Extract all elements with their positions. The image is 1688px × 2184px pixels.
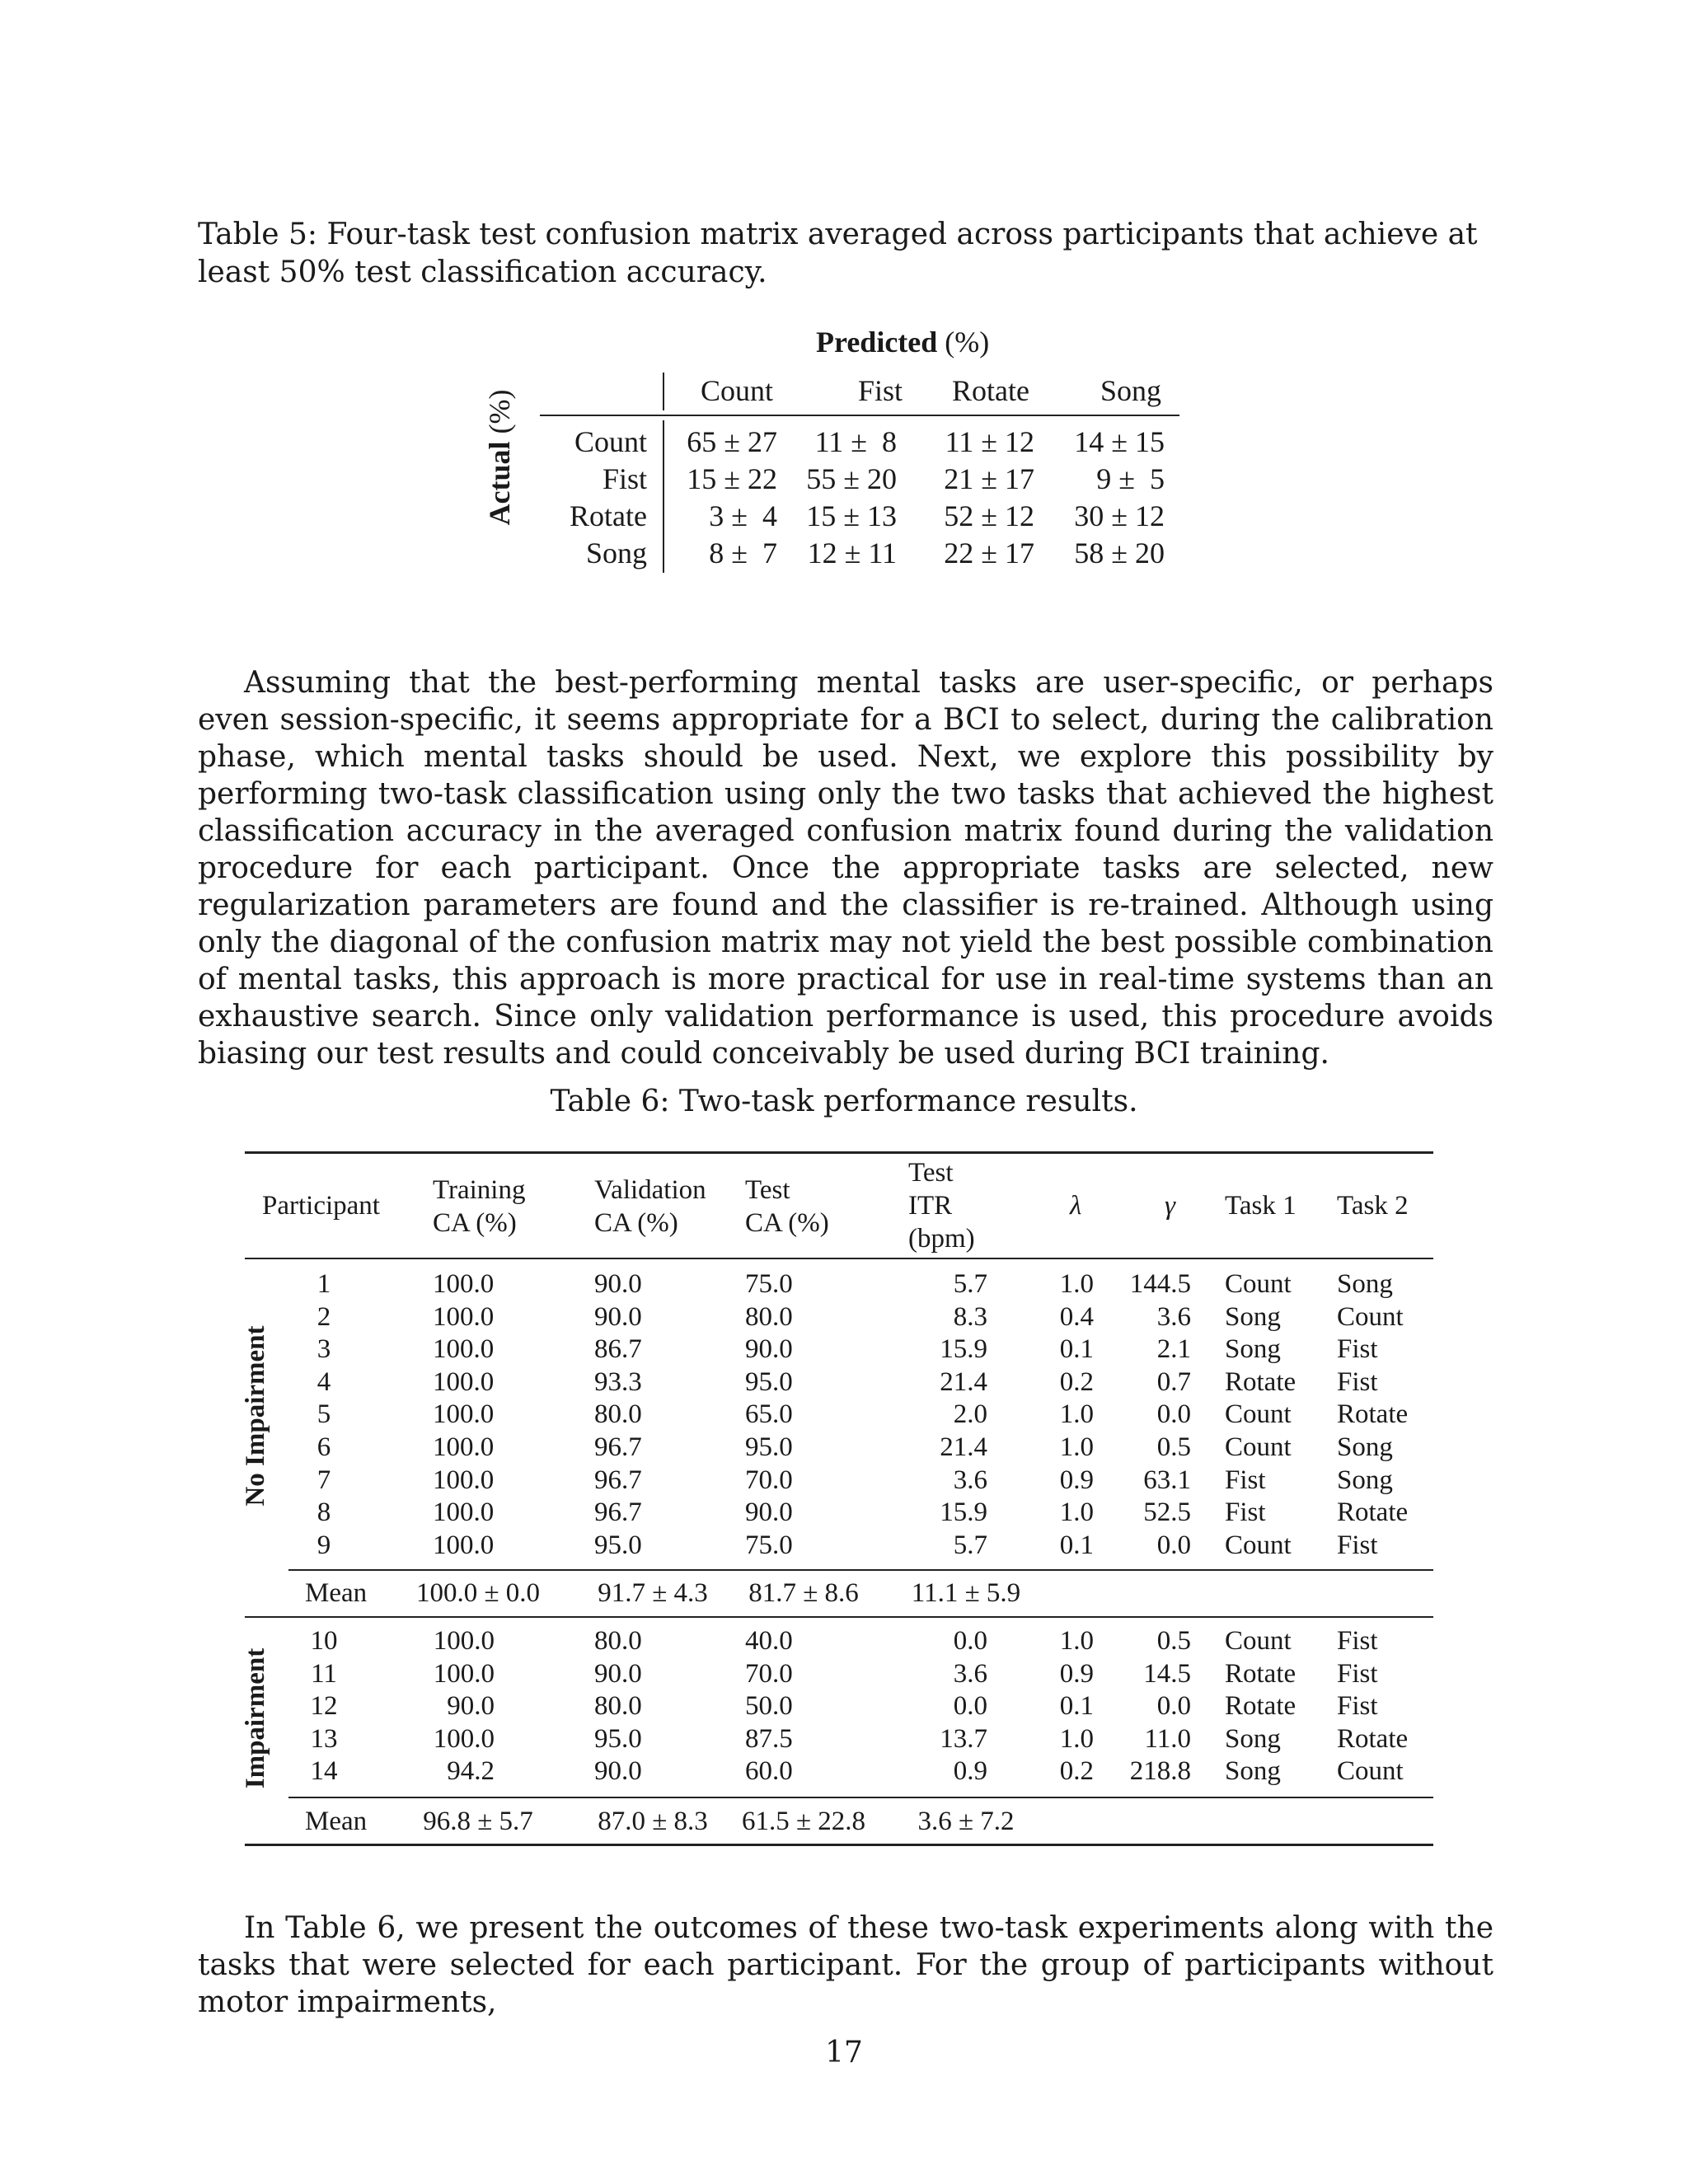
- table5-actual-label: Actual (%): [483, 389, 516, 526]
- table-mean-cell: 61.5 ± 22.8: [741, 1807, 866, 1836]
- table-cell: 60.0: [745, 1756, 793, 1787]
- table-cell: Rotate: [1225, 1366, 1296, 1397]
- table-cell: 1.0: [1059, 1626, 1094, 1656]
- table-cell: 90.0: [745, 1334, 793, 1365]
- table-cell: 9: [316, 1530, 331, 1560]
- table-cell: 0.0: [1156, 1399, 1191, 1430]
- table5-caption: Table 5: Four-task test confusion matrix averaged across participants that achieve at least 50% test classification accuracy.: [198, 218, 1478, 289]
- table-mean-cell: Mean: [305, 1807, 368, 1836]
- table-cell: 3.6: [953, 1465, 987, 1495]
- header-itr-2: ITR: [908, 1191, 953, 1221]
- table-cell: 4: [316, 1366, 331, 1397]
- table-cell: Fist: [1337, 1334, 1378, 1365]
- table-cell: Fist: [1337, 1530, 1378, 1560]
- table5-cell: 65 ± 27: [687, 425, 777, 458]
- table-cell: Count: [1225, 1432, 1292, 1462]
- table-cell: 14.5: [1143, 1658, 1191, 1689]
- table-cell: 11.0: [1144, 1723, 1191, 1754]
- table5-row-label: Fist: [602, 462, 647, 495]
- table-cell: 95.0: [594, 1723, 642, 1754]
- table-cell: 0.0: [953, 1626, 987, 1656]
- header-training-2: CA (%): [433, 1208, 517, 1238]
- table5-cell: 12 ± 11: [807, 537, 897, 569]
- table-cell: 2.0: [953, 1399, 987, 1430]
- table-cell: 10: [310, 1626, 338, 1656]
- table-cell: 1.0: [1059, 1723, 1094, 1754]
- table-cell: 3.6: [953, 1658, 987, 1689]
- table5-cell: 14 ± 15: [1074, 425, 1165, 458]
- page-number: 17: [825, 2036, 863, 2069]
- table5-cell: 30 ± 12: [1074, 499, 1165, 532]
- table-cell: 8.3: [953, 1301, 987, 1332]
- table-cell: 218.8: [1129, 1756, 1191, 1787]
- table-cell: Fist: [1225, 1465, 1266, 1495]
- table5-header-divider: [663, 373, 664, 410]
- table-cell: 100.0: [433, 1465, 495, 1495]
- table-cell: 0.2: [1059, 1756, 1094, 1787]
- table-cell: 13: [310, 1723, 338, 1754]
- table-cell: Fist: [1337, 1658, 1378, 1689]
- group-label-no-impairment: No Impairment: [241, 1325, 270, 1507]
- table-cell: 96.7: [594, 1432, 642, 1462]
- table-cell: 100.0: [433, 1366, 495, 1397]
- table6-header-rule: [245, 1258, 1433, 1259]
- table-cell: Count: [1225, 1626, 1292, 1656]
- table-cell: 1.0: [1059, 1432, 1094, 1462]
- table5-cell: 8 ± 7: [709, 537, 777, 569]
- table-cell: 100.0: [433, 1626, 495, 1656]
- table-cell: 3: [316, 1334, 331, 1365]
- table5-cell: 15 ± 22: [687, 462, 777, 495]
- table-mean-cell: 3.6 ± 7.2: [917, 1807, 1015, 1836]
- table-cell: 21.4: [940, 1432, 987, 1462]
- table-cell: 100.0: [433, 1269, 495, 1299]
- table6-group-rule: [245, 1616, 1433, 1618]
- table-cell: 96.7: [594, 1465, 642, 1495]
- table-cell: Rotate: [1337, 1497, 1409, 1528]
- table-cell: 100.0: [433, 1301, 495, 1332]
- table6-top-rule: [245, 1151, 1433, 1154]
- table-cell: 0.4: [1059, 1301, 1094, 1332]
- header-participant: Participant: [262, 1191, 380, 1221]
- header-lambda: λ: [1070, 1191, 1082, 1221]
- table-cell: Count: [1337, 1301, 1404, 1332]
- table-cell: 80.0: [745, 1301, 793, 1332]
- table-cell: 1.0: [1059, 1497, 1094, 1528]
- table-cell: Fist: [1225, 1497, 1266, 1528]
- table-cell: 93.3: [594, 1366, 642, 1397]
- table-cell: Fist: [1337, 1691, 1378, 1722]
- table5-col-header: Song: [1100, 374, 1162, 407]
- table-cell: Rotate: [1337, 1723, 1409, 1754]
- table-cell: 90.0: [745, 1497, 793, 1528]
- table-cell: 96.7: [594, 1497, 642, 1528]
- table-cell: Fist: [1337, 1626, 1378, 1656]
- table5-row-label: Count: [574, 425, 647, 458]
- table-cell: 6: [316, 1432, 331, 1462]
- table5-cell: 11 ± 12: [945, 425, 1034, 458]
- table-cell: 90.0: [447, 1691, 495, 1722]
- table-mean-cell: 100.0 ± 0.0: [415, 1578, 541, 1608]
- header-validation-2: CA (%): [594, 1208, 678, 1238]
- table-cell: 7: [316, 1465, 331, 1495]
- table-cell: 0.1: [1059, 1691, 1094, 1722]
- table-cell: 100.0: [433, 1334, 495, 1365]
- table-cell: 0.0: [1156, 1691, 1191, 1722]
- table-cell: 12: [310, 1691, 338, 1722]
- table-cell: 100.0: [433, 1530, 495, 1560]
- table-cell: 90.0: [594, 1756, 642, 1787]
- table-cell: 0.1: [1059, 1334, 1094, 1365]
- header-test-2: CA (%): [745, 1208, 829, 1238]
- table-cell: 90.0: [594, 1301, 642, 1332]
- table6-bottom-rule: [245, 1844, 1433, 1846]
- table-cell: 90.0: [594, 1658, 642, 1689]
- table-cell: Fist: [1337, 1366, 1378, 1397]
- table-mean-cell: 87.0 ± 8.3: [598, 1807, 708, 1836]
- table-mean-cell: 81.7 ± 8.6: [748, 1578, 859, 1608]
- table-cell: Rotate: [1225, 1658, 1296, 1689]
- table-cell: 100.0: [433, 1723, 495, 1754]
- table5-col-header: Count: [700, 374, 773, 407]
- table6-mean2-rule-top: [288, 1797, 1433, 1798]
- table5-row-label: Rotate: [570, 499, 647, 532]
- table-cell: Song: [1225, 1756, 1281, 1787]
- table6-caption: Table 6: Two-task performance results.: [550, 1085, 1138, 1118]
- table-cell: Rotate: [1337, 1399, 1409, 1430]
- table-cell: 65.0: [745, 1399, 793, 1430]
- table-cell: 0.0: [1156, 1530, 1191, 1560]
- header-validation-1: Validation: [594, 1175, 706, 1205]
- table5-cell: 22 ± 17: [944, 537, 1034, 569]
- table-cell: 80.0: [594, 1399, 642, 1430]
- table-cell: 100.0: [433, 1432, 495, 1462]
- table5-cell: 9 ± 5: [1096, 462, 1165, 495]
- table-cell: 100.0: [433, 1399, 495, 1430]
- table-cell: 52.5: [1143, 1497, 1191, 1528]
- table-cell: 75.0: [745, 1269, 793, 1299]
- table-mean-cell: Mean: [305, 1578, 368, 1608]
- group-label-impairment: Impairment: [241, 1647, 270, 1789]
- header-task2: Task 2: [1337, 1191, 1409, 1221]
- table5-predicted-label: Predicted (%): [816, 326, 990, 359]
- table-cell: 95.0: [745, 1432, 793, 1462]
- table-cell: Song: [1225, 1301, 1281, 1332]
- table5-cell: 58 ± 20: [1074, 537, 1165, 569]
- header-itr-1: Test: [908, 1158, 954, 1188]
- table5-cell: 15 ± 13: [806, 499, 897, 532]
- table-cell: 100.0: [433, 1497, 495, 1528]
- table-cell: 0.5: [1156, 1432, 1191, 1462]
- table-cell: 0.9: [953, 1756, 987, 1787]
- table-cell: Song: [1225, 1334, 1281, 1365]
- table-cell: 40.0: [745, 1626, 793, 1656]
- table-cell: 94.2: [447, 1756, 495, 1787]
- table-cell: Count: [1337, 1756, 1404, 1787]
- table-cell: 2: [316, 1301, 331, 1332]
- table-cell: 80.0: [594, 1626, 642, 1656]
- table-cell: 87.5: [745, 1723, 793, 1754]
- table-cell: 95.0: [594, 1530, 642, 1560]
- table-cell: Count: [1225, 1269, 1292, 1299]
- table-cell: Song: [1225, 1723, 1281, 1754]
- header-gamma: γ: [1165, 1191, 1176, 1221]
- table-cell: 3.6: [1156, 1301, 1191, 1332]
- table-cell: 2.1: [1156, 1334, 1191, 1365]
- table-cell: 1.0: [1059, 1269, 1094, 1299]
- table-cell: 8: [316, 1497, 331, 1528]
- table5-col-header: Rotate: [952, 374, 1029, 407]
- table-cell: 95.0: [745, 1366, 793, 1397]
- table-mean-cell: 11.1 ± 5.9: [911, 1578, 1021, 1608]
- table-cell: 70.0: [745, 1465, 793, 1495]
- table-cell: 0.7: [1156, 1366, 1191, 1397]
- table-cell: 0.1: [1059, 1530, 1094, 1560]
- table-cell: Count: [1225, 1530, 1292, 1560]
- table-cell: 5.7: [953, 1530, 987, 1560]
- header-itr-3: (bpm): [908, 1224, 975, 1254]
- table-cell: 0.5: [1156, 1626, 1191, 1656]
- table-cell: 86.7: [594, 1334, 642, 1365]
- table-cell: 21.4: [940, 1366, 987, 1397]
- table5-row-label: Song: [585, 537, 647, 569]
- table-cell: 0.9: [1059, 1465, 1094, 1495]
- table-cell: 15.9: [940, 1334, 987, 1365]
- table-cell: 90.0: [594, 1269, 642, 1299]
- table-cell: 11: [311, 1658, 337, 1689]
- table-mean-cell: 96.8 ± 5.7: [423, 1807, 533, 1836]
- table5-cell: 3 ± 4: [709, 499, 777, 532]
- header-task1: Task 1: [1225, 1191, 1296, 1221]
- table-cell: Rotate: [1225, 1691, 1296, 1722]
- table6-mean1-rule-top: [288, 1569, 1433, 1571]
- table-cell: Count: [1225, 1399, 1292, 1430]
- table5-header-rule: [540, 415, 1179, 416]
- table5-cell: 55 ± 20: [806, 462, 897, 495]
- table5-cell: 11 ± 8: [814, 425, 897, 458]
- header-test-1: Test: [745, 1175, 790, 1205]
- table-cell: 100.0: [433, 1658, 495, 1689]
- table-cell: 0.9: [1059, 1658, 1094, 1689]
- table-mean-cell: 91.7 ± 4.3: [598, 1578, 708, 1608]
- body-paragraph-2: In Table 6, we present the outcomes of these two-task experiments along with the tasks that were selected for each participant. For the group of participants without motor impairments,: [198, 1911, 1493, 2019]
- table-cell: 0.2: [1059, 1366, 1094, 1397]
- table-cell: 63.1: [1143, 1465, 1191, 1495]
- table-cell: 14: [310, 1756, 338, 1787]
- table-cell: 75.0: [745, 1530, 793, 1560]
- table-cell: 13.7: [940, 1723, 987, 1754]
- table-cell: 5.7: [953, 1269, 987, 1299]
- header-training-1: Training: [433, 1175, 526, 1205]
- table-cell: Song: [1337, 1465, 1393, 1495]
- table5-col-header: Fist: [857, 374, 903, 407]
- table-cell: 80.0: [594, 1691, 642, 1722]
- table-cell: 1.0: [1059, 1399, 1094, 1430]
- body-paragraph-1: Assuming that the best-performing mental tasks are user-specific, or perhaps even session-specific, it seems appropriate for a BCI to select, during the calibration phase, which mental tasks should be used. Next, we explore this possibility by performing two-task classification using only the two tasks that achieved the highest classification accuracy in the averaged confusion matrix found during the validation procedure for each participant. Once the appropriate tasks are selected, new regularization parameters are found and the classifier is re-trained. Although using only the diagonal of the confusion matrix may not yield the best possible combination of mental tasks, this approach is more practical for use in real-time systems than an exhaustive search. Since only validation performance is used, this procedure avoids biasing our test results and could conceivably be used during BCI training.: [198, 666, 1493, 1071]
- table-cell: Song: [1337, 1432, 1393, 1462]
- table-cell: 15.9: [940, 1497, 987, 1528]
- table-cell: 50.0: [745, 1691, 793, 1722]
- table-cell: 1: [316, 1269, 331, 1299]
- table-cell: 144.5: [1129, 1269, 1191, 1299]
- table-cell: 0.0: [953, 1691, 987, 1722]
- table-cell: Song: [1337, 1269, 1393, 1299]
- table5-cell: 21 ± 17: [944, 462, 1034, 495]
- table-cell: 5: [316, 1399, 331, 1430]
- table5-cell: 52 ± 12: [944, 499, 1034, 532]
- table-cell: 70.0: [745, 1658, 793, 1689]
